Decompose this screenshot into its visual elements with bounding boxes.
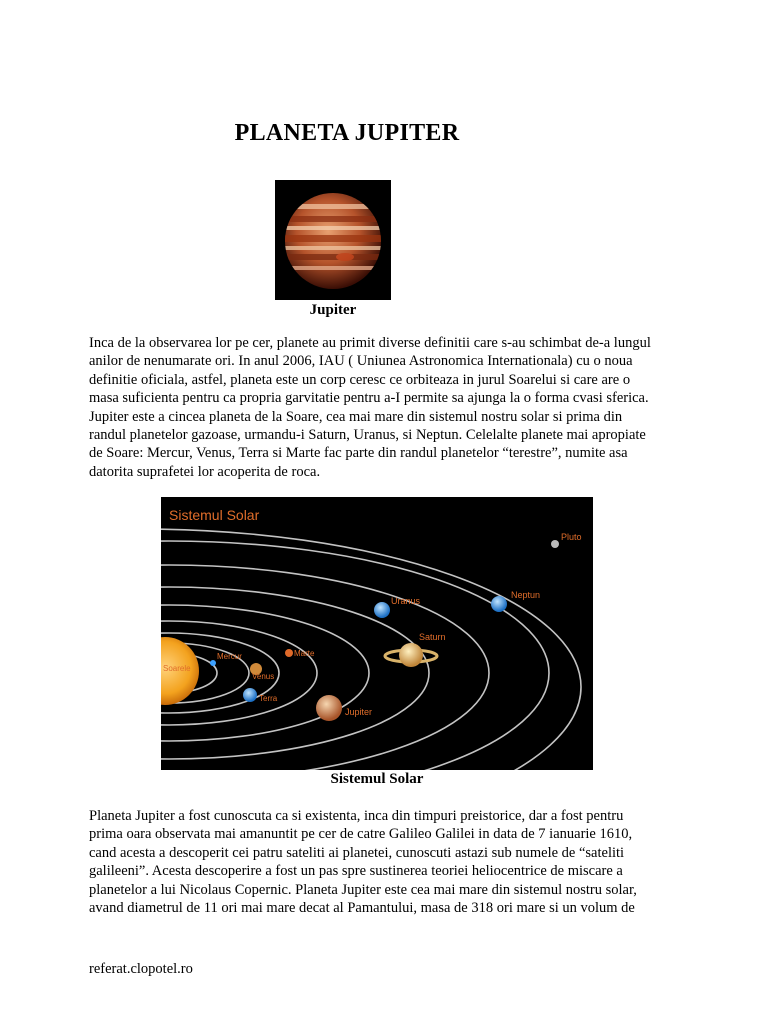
- paragraph-line: anilor de nenumarate ori. In anul 2006, IAU ( Uniunea Astronomica Internationala) cu o noua: [89, 353, 633, 370]
- paragraph-line: planetelor a lui Nicolaus Copernic. Planeta Jupiter este cea mai mare din sistemul nostru solar,: [89, 881, 637, 898]
- paragraph-line: avand diametrul de 11 ori mai mare decat al Pamantului, masa de 318 ori mare si un volum de: [89, 900, 635, 917]
- mars-icon: [285, 649, 293, 657]
- label-venus: Venus: [252, 672, 275, 681]
- label-pluto: Pluto: [561, 532, 582, 542]
- label-saturn: Saturn: [419, 632, 446, 642]
- neptune-icon: [491, 596, 507, 612]
- paragraph-line: definitie oficiala, astfel, planeta este un corp ceresc ce orbiteaza in jurul Soarelui si care are o: [89, 371, 631, 388]
- label-uranus: Uranus: [391, 596, 421, 606]
- paragraph-line: de Soare: Mercur, Venus, Terra si Marte fac parte din randul planetelor “terestre”, numite asa: [89, 445, 628, 462]
- jupiter-caption: Jupiter: [309, 302, 357, 318]
- pluto-icon: [551, 540, 559, 548]
- solar-caption: Sistemul Solar: [330, 771, 424, 787]
- label-sun: Soarele: [163, 664, 191, 673]
- label-mars: Marte: [294, 649, 315, 658]
- solar-system-diagram: [161, 497, 593, 770]
- label-jupiter: Jupiter: [345, 707, 373, 717]
- page-title: PLANETA JUPITER: [234, 120, 460, 146]
- paragraph-line: Planeta Jupiter a fost cunoscuta ca si existenta, inca din timpuri preistorice, dar a fost pentru: [89, 808, 624, 824]
- earth-icon: [243, 688, 257, 702]
- jupiter-icon: [316, 695, 342, 721]
- jupiter-photo: [275, 180, 391, 300]
- paragraph-line: cand acesta a descoperit cei patru sateliti ai planetei, cunoscuti astazi sub numele de “sateliti: [89, 844, 625, 861]
- jupiter-planet-image: [275, 180, 391, 300]
- mercury-icon: [210, 660, 216, 666]
- paragraph-line: Inca de la observarea lor pe cer, planete au primit diverse definitii care s-au schimbat de-a lungul: [89, 335, 651, 351]
- uranus-icon: [374, 602, 390, 618]
- paragraph-line: randul planetelor gazoase, urmandu-i Saturn, Uranus, si Neptun. Celelalte planete mai apropiate: [89, 427, 646, 444]
- paragraph-line: galileeni”. Acesta descoperire a fost un pas spre sustinerea teoriei heliocentrice de miscare a: [89, 863, 623, 880]
- paragraph-intro: [89, 334, 689, 481]
- solar-system-image: [161, 497, 593, 770]
- diagram-heading: Sistemul Solar: [169, 507, 260, 523]
- label-mercury: Mercur: [217, 652, 242, 661]
- label-neptune: Neptun: [511, 590, 541, 600]
- label-earth: Terra: [259, 694, 278, 703]
- footer-source: referat.clopotel.ro: [89, 961, 193, 977]
- paragraph-line: datorita suprafetei lor acoperita de roca.: [89, 463, 321, 480]
- paragraph-line: masa suficienta pentru ca propria garvitatie pentru a-I permite sa ajunga la o forma cvasi sferica.: [89, 390, 649, 407]
- paragraph-line: Jupiter este a cincea planeta de la Soare, cea mai mare din sistemul nostru solar si prima din: [89, 408, 623, 425]
- paragraph-line: prima oara observata mai amanuntit pe cer de catre Galileo Galilei in data de 7 ianuarie 1610,: [89, 826, 633, 843]
- paragraph-history: [89, 807, 689, 917]
